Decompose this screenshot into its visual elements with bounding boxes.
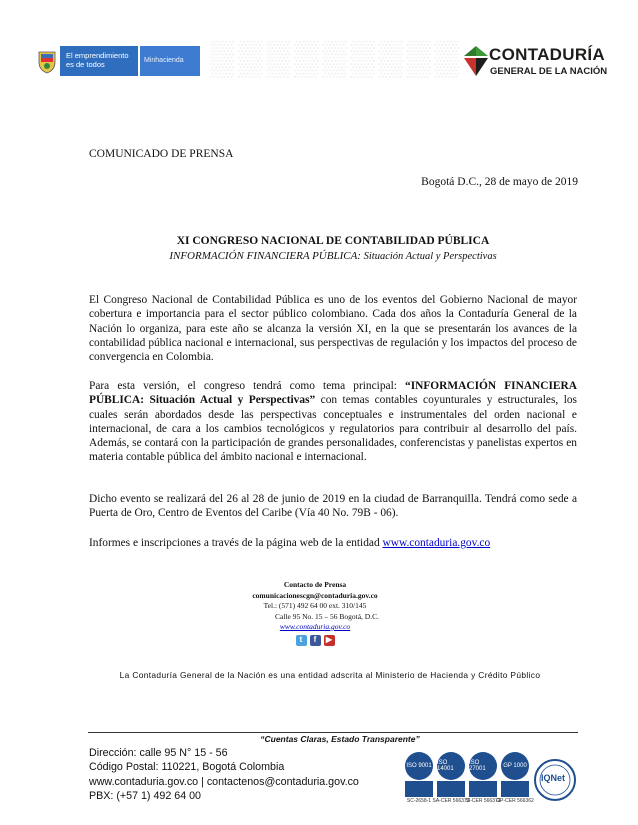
contact-email: comunicacionescgn@contaduria.gov.co bbox=[252, 590, 378, 600]
org-name: CONTADURÍA bbox=[489, 45, 606, 64]
contact-address: Calle 95 No. 15 – 56 Bogotá, D.C. bbox=[275, 611, 379, 621]
cert-iso27001 bbox=[465, 752, 501, 810]
footer-codigo-postal: Código Postal: 110221, Bogotá Colombia bbox=[89, 761, 285, 774]
footer-web-email: www.contaduria.gov.co | contactenos@contaduria.gov.co bbox=[89, 775, 359, 788]
social-icons bbox=[200, 635, 430, 646]
facebook-icon[interactable]: f bbox=[310, 635, 321, 646]
gov-logo-line1: El emprendimiento bbox=[66, 51, 129, 60]
cert-iso14001 bbox=[432, 752, 470, 810]
cgn-mark-icon bbox=[462, 44, 490, 78]
p4-text: Informes e inscripciones a través de la página web de la entidad bbox=[89, 537, 383, 549]
org-subtitle: GENERAL DE LA NACIÓN bbox=[490, 66, 608, 77]
p2-theme: “INFORMACIÓN FINANCIERA PÚBLICA: Situación Actual y Perspectivas” bbox=[89, 380, 577, 407]
p2-intro: Para esta versión, el congreso tendrá como tema principal: bbox=[89, 380, 405, 392]
cert-seal-icon: ISO 14001 bbox=[437, 752, 465, 780]
paragraph-2 bbox=[89, 379, 577, 465]
cert-iso9001 bbox=[404, 752, 434, 810]
iqnet-label: IQNet bbox=[541, 773, 566, 783]
cert-box bbox=[437, 781, 465, 797]
cert-box bbox=[501, 781, 529, 797]
doc-subtitle-rest: Situación Actual y Perspectivas bbox=[360, 251, 497, 262]
place-date: Bogotá D.C., 28 de mayo de 2019 bbox=[421, 176, 578, 188]
p2-rest: con temas contables coyunturales y estructurales, los cuales serán abordados desde las perspectivas conceptuales e instrumentales del orden nacional e internacional, de cara a los cambios tecnológicos y regulatorios para contribuir al desarrollo del país. Además, se contará con la participación de grandes personalidades, conferencistas y panelistas expertos en materia contable pública del ámbito nacional e internacional. bbox=[89, 394, 577, 464]
cert-seal-icon: ISO 9001 bbox=[405, 752, 433, 780]
doc-type: COMUNICADO DE PRENSA bbox=[89, 148, 234, 160]
doc-title: XI CONGRESO NACIONAL DE CONTABILIDAD PÚBLICA bbox=[176, 235, 490, 247]
footer-info bbox=[89, 746, 359, 803]
contact-web-link[interactable]: www.contaduria.gov.co bbox=[279, 622, 351, 631]
colombia-shield-icon bbox=[34, 46, 60, 76]
website-link[interactable]: www.contaduria.gov.co bbox=[382, 537, 491, 549]
contact-heading: Contacto de Prensa bbox=[283, 580, 347, 589]
cert-seal-icon: ISO 27001 bbox=[469, 752, 497, 780]
paragraph-1: El Congreso Nacional de Contabilidad Pública es uno de los eventos del Gobierno Nacional de mayor cobertura e importancia para el sector público colombiano. Cada dos años la Contaduría General de la Nación lo organiza, para este año se alcanza la versión XI, en la que se presentarán los avances de la contabilidad pública nacional e internacional, sus perspectivas de regulación y los impactos del proceso de convergencia en Colombia. bbox=[89, 294, 577, 364]
gov-logo-text bbox=[60, 46, 138, 76]
cert-code: GP-CER 566362 bbox=[496, 798, 534, 804]
cert-gp1000 bbox=[496, 752, 534, 810]
footer-pbx: PBX: (+57 1) 492 64 00 bbox=[89, 789, 201, 802]
doc-subtitle bbox=[89, 249, 577, 264]
cert-code: SA-CER 566373 bbox=[432, 798, 470, 804]
footer-divider bbox=[88, 732, 578, 733]
footer-direccion: Dirección: calle 95 N° 15 - 56 bbox=[89, 747, 228, 759]
adscrita-note: La Contaduría General de la Nación es una entidad adscrita al Ministerio de Hacienda y Crédito Público bbox=[119, 670, 541, 680]
header-watermark: ▒▒▒▒▒▒▒▒▒ bbox=[210, 40, 463, 77]
cert-box bbox=[405, 781, 433, 797]
iqnet-seal bbox=[533, 750, 577, 810]
youtube-icon[interactable]: ▶ bbox=[324, 635, 335, 646]
contact-phone: Tel.: (571) 492 64 00 ext. 310/145 bbox=[263, 601, 367, 610]
press-contact bbox=[200, 580, 430, 646]
gov-logo bbox=[34, 46, 204, 76]
cert-box bbox=[469, 781, 497, 797]
cert-code: SI-CER 566373 bbox=[465, 798, 501, 804]
doc-subtitle-caps: INFORMACIÓN FINANCIERA PÚBLICA: bbox=[169, 250, 361, 262]
ministry-label: Minhacienda bbox=[140, 46, 200, 76]
cert-seal-icon: GP 1000 bbox=[501, 752, 529, 780]
twitter-icon[interactable]: t bbox=[296, 635, 307, 646]
cert-code: SC-2658-1 bbox=[406, 798, 432, 804]
footer-slogan: “Cuentas Claras, Estado Transparente” bbox=[260, 734, 420, 744]
cgn-logo bbox=[462, 44, 612, 80]
paragraph-4 bbox=[89, 536, 577, 550]
gov-logo-line2: es de todos bbox=[66, 59, 105, 69]
paragraph-3: Dicho evento se realizará del 26 al 28 de junio de 2019 en la ciudad de Barranquilla. Tendrá como sede a Puerta de Oro, Centro de Eventos del Caribe (Vía 40 No. 79B - 06). bbox=[89, 493, 577, 520]
